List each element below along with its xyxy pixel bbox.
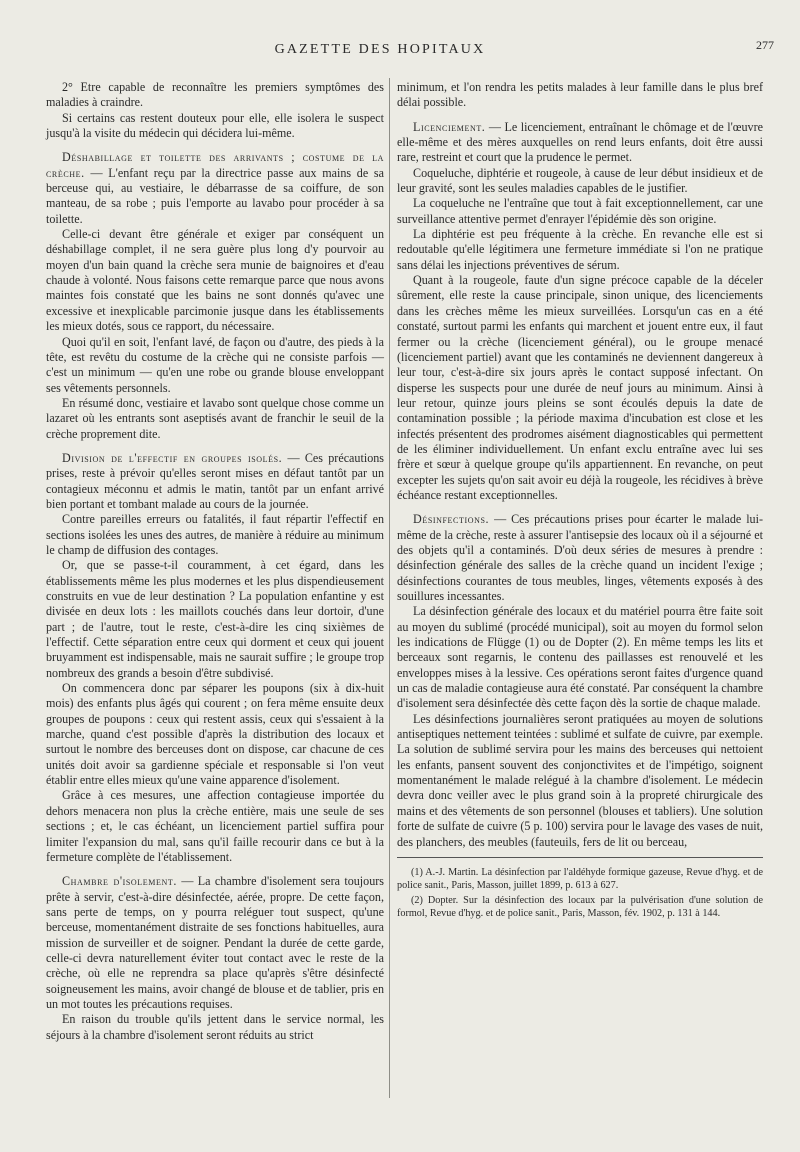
paragraph: Les désinfections journalières seront pratiquées au moyen de solutions antiseptiques nettement teintées : sublimé et sulfate de cuivre, par exemple. La solution de sublimé servira pour les mains des berceuses qui nettoient les enfants, pansent souvent des conjonctivites et de l'impétigo, soignent momentanément le malade relégué à la chambre d'isolement. Le médecin devra donc veiller avec le plus grand soin à la propreté chirurgicale des mains et des vêtements de son personnel (blouses et tabliers). Une solution forte de sulfate de cuivre (5 p. 100) servira pour le lavage des vases de nuit, des planchers, des meubles (fauteuils, fers de lit ou berceau,: [397, 711, 763, 849]
section-heading: Division de l'effectif en groupes isolés.: [62, 450, 283, 465]
right-column: [397, 80, 763, 922]
left-column: [46, 80, 384, 1043]
section-disinfection: [397, 512, 763, 604]
paragraph: Grâce à ces mesures, une affection contagieuse importée du dehors menacera non plus la crèche entière, mais une seule de ses sections ; et, le cas échéant, un licenciement partiel suffira pour limiter l'expansion du mal, sans qu'il faille recourir dans ce but à la fermeture complète de l'établissement.: [46, 788, 384, 864]
paragraph: On commencera donc par séparer les poupons (six à dix-huit mois) des enfants plus âgés qui courent ; on fera même ensuite deux groupes de poupons : ceux qui restent assis, ceux qui s'essaient à la marche, quand c'est possible d'après la distribution des locaux et surtout le nombre des berceuses dont on dispose, car chacune de ces unités doit avoir sa gardienne spéciale et responsable si l'on veut établir entre elles mieux qu'une vaine apparence d'isolement.: [46, 681, 384, 788]
section-text: — Ces précautions prises pour écarter le malade lui-même de la crèche, reste à assurer l'antisepsie des locaux où il a séjourné et des objets qu'il a contaminés. D'où deux séries de mesures à prendre : désinfection générale des salles de la crèche quand un incident l'exige ; désinfections courantes de tous meubles, linges, vêtements exposés à des souillures incessantes.: [397, 512, 763, 603]
footnote-2: (2) Dopter. Sur la désinfection des locaux par la pulvérisation d'une solution de formol, Revue d'hyg. et de police sanit., Paris, Masson, fév. 1902, p. 131 à 144.: [397, 894, 763, 919]
paragraph: Coqueluche, diphtérie et rougeole, à cause de leur début insidieux et de leur gravité, sont les seules maladies capables de le justifier.: [397, 165, 763, 196]
paragraph: 2° Etre capable de reconnaître les premiers symptômes des maladies à craindre.: [46, 80, 384, 110]
section-text: — La chambre d'isolement sera toujours prête à servir, c'est-à-dire désinfectée, aérée, propre. De cette façon, sans perte de temps, on y pourra reléguer tout suspect, qu'une berceuse, momentanément distraite de ses fonctions habituelles, aura mission de surveiller et de soigner. Pendant la durée de cette garde, celle-ci devra naturellement éviter tout contact avec le reste de la crèche, où elle ne reprendra sa place qu'après s'être désinfecté soigneusement les mains, avoir changé de blouse et de tablier, pris en un mot toutes les précautions requises.: [46, 874, 384, 1011]
paragraph: Si certains cas restent douteux pour elle, elle isolera le suspect jusqu'à la visite du médecin qui décidera lui-même.: [46, 110, 384, 141]
paragraph: Contre pareilles erreurs ou fatalités, il faut répartir l'effectif en sections isolées les unes des autres, de manière à réduire au minimum le champ de diffusion des contages.: [46, 512, 384, 557]
column-divider: [389, 78, 390, 1098]
paragraph: Quoi qu'il en soit, l'enfant lavé, de façon ou d'autre, des pieds à la tête, est revêtu du costume de la crèche qui ne consiste parfois — c'est un minimum — qu'en une robe ou grande blouse enveloppant ses vêtements personnels.: [46, 334, 384, 395]
section-dress: [46, 150, 384, 227]
section-heading: Désinfections.: [413, 512, 490, 527]
paragraph: La diphtérie est peu fréquente à la crèche. En revanche elle est si redoutable qu'elle légitimera une fermeture immédiate si l'on ne pratique sans délai les injections préventives de sérum.: [397, 227, 763, 272]
section-text: — Le licenciement, entraînant le chômage et de l'œuvre elle-même et des mères auxquelles on rend leurs enfants, doit être aussi rare, restreint et court que la prudence le permet.: [397, 119, 763, 165]
paragraph: La coqueluche ne l'entraîne que tout à fait exceptionnellement, car une surveillance attentive permet d'enrayer l'épidémie dès son origine.: [397, 196, 763, 226]
section-groups: [46, 451, 384, 512]
section-text: — Ces précautions prises, reste à prévoir qu'elles seront mises en défaut tantôt par un contagieux méconnu et admis le matin, tantôt par un enfant arrivé bien portant et tombant malade au cours de la journée.: [46, 450, 384, 511]
paragraph: La désinfection générale des locaux et du matériel pourra être faite soit au moyen du sublimé (procédé municipal), soit au moyen du formol selon les indications de Flügge (1) ou de Dopter (2). En même temps les lits et berceaux sont regarnis, le contenu des paillasses est renouvelé et les enveloppes mises à la lessive. Ces opérations seront faites d'urgence quand un cas de maladie contagieuse aura été constaté. Par conséquent la chambre d'isolement sera désinfectée dès cette façon dès la sortie de chaque malade.: [397, 604, 764, 711]
section-heading: Licenciement.: [413, 119, 486, 134]
paragraph: Quant à la rougeole, faute d'un signe précoce capable de la déceler sûrement, elle reste la cause principale, sinon unique, des licenciements dans les crèches même les mieux surveillées. Lorsqu'un cas en a été constaté, surtout parmi les enfants qui marchent et jouent entre eux, il faut fermer ou la crèche (licenciement général), ou le groupe menacé (licenciement partiel) avant que les contaminés ne deviennent dangereux à leur tour, c'est-à-dire six jours après le contact supposé infectant. On disperse les suspects pour une durée de neuf jours au minimum. Ainsi à leur retour, quinze jours pleins se sont écoulés depuis la date de contamination possible ; la période maxima d'incubation est close et les infectés présentent des prodromes aisément diagnosticables qui permettent de les éliminer individuellement. Un enfant exclu entraîne avec lui ses frère et sœur à quelque groupe qu'ils appartiennent. En revanche, on peut excepter les sujets qu'on sait avoir eu déjà la rougeole, les récidives à brève échéance restant exceptionnelles.: [397, 273, 763, 502]
paragraph-continued: minimum, et l'on rendra les petits malades à leur famille dans le plus bref délai possible.: [397, 80, 763, 110]
page-header: [0, 38, 800, 60]
section-text: — L'enfant reçu par la directrice passe aux mains de sa berceuse qui, au vestiaire, le débarrasse de sa coiffure, de son manteau, de sa robe ; puis l'emporte au lavabo pour procéder à sa toilette.: [46, 165, 384, 226]
page-number: 277: [756, 38, 774, 52]
footnote-rule: [397, 857, 763, 858]
running-title: GAZETTE DES HOPITAUX: [274, 42, 486, 57]
section-heading: Déshabillage et toilette des arrivants ; costume de la crèche.: [46, 150, 384, 180]
paragraph: Or, que se passe-t-il couramment, à cet égard, dans les établissements même les plus modernes et les plus dispendieusement construits en vue de leur destination ? La population enfantine y est divisée en deux lots : les maillots couchés dans leur dortoir, d'une part ; de l'autre, tout le reste, c'est-à-dire les cinq sixièmes de l'effectif. Cette séparation entre ceux qui dorment et ceux qui jouent bruyamment est indispensable, mais ne saurait suffire ; le groupe trop nombreux des grands a besoin d'être subdivisé.: [46, 558, 384, 680]
section-isolation-room: [46, 874, 384, 1012]
footnote-1: (1) A.-J. Martin. La désinfection par l'aldéhyde formique gazeuse, Revue d'hyg. et de police sanit., Paris, Masson, juillet 1899, p. 613 à 627.: [397, 866, 763, 891]
section-closure: [397, 120, 763, 166]
paragraph: Celle-ci devant être générale et exiger par conséquent un déshabillage complet, il ne sera guère plus long d'y pourvoir au moyen d'un bain quand la crèche sera munie de baignoires et d'eau chaude à volonté. Nous faisons cette remarque parce que nous avons maintes fois constaté que les bains ne sont donnés qu'avec une excessive et inexplicable parcimonie jusque dans les établissements les mieux dotés, sous ce rapport, du nécessaire.: [46, 227, 384, 334]
paragraph: En raison du trouble qu'ils jettent dans le service normal, les séjours à la chambre d'isolement seront réduits au strict: [46, 1012, 384, 1042]
section-heading: Chambre d'isolement.: [62, 874, 177, 889]
paragraph: En résumé donc, vestiaire et lavabo sont quelque chose comme un lazaret où les entrants sont aseptisés avant de franchir le seuil de la crèche proprement dite.: [46, 395, 384, 441]
